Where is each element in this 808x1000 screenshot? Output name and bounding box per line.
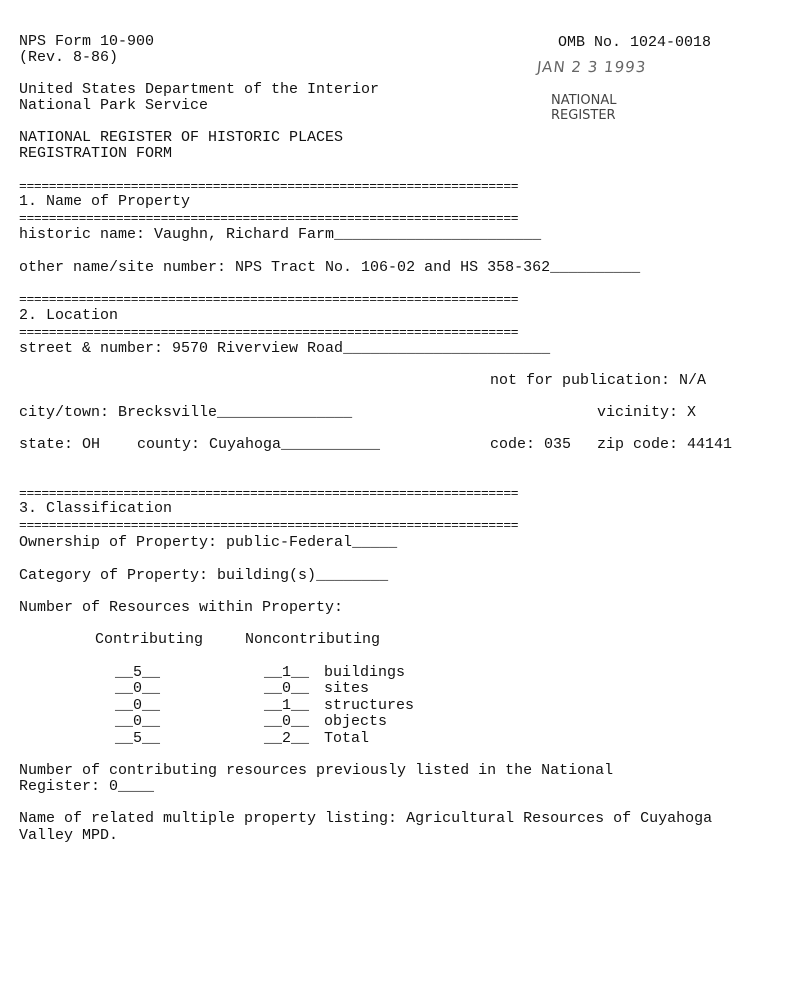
zip-code-field: zip code: 44141 (597, 436, 733, 453)
blank-line: _______________________ (343, 340, 551, 357)
category-value: Category of Property: building(s) (19, 567, 317, 584)
contributing-count-total: __5__ (115, 730, 161, 747)
received-date-stamp: JAN 2 3 1993 (536, 58, 648, 76)
street-field (19, 340, 550, 357)
blank-line: ________ (316, 567, 389, 584)
vicinity-field: vicinity: X (597, 404, 697, 421)
contributing-count-structures: __0__ (115, 697, 161, 714)
separator-line: =================================================================== (19, 521, 519, 531)
ownership-value: Ownership of Property: public-Federal (19, 534, 353, 551)
other-name-value: other name/site number: NPS Tract No. 106-02 and HS 358-362 (19, 259, 551, 276)
blank-line: ____ (118, 778, 155, 795)
related-listing-line-2: Valley MPD. (19, 827, 119, 844)
stamp-line-2: REGISTER (551, 108, 616, 123)
stamp-line-1: NATIONAL (551, 93, 617, 108)
section-3-heading: 3. Classification (19, 500, 173, 517)
street-value: street & number: 9570 Riverview Road (19, 340, 344, 357)
city-field (19, 404, 352, 421)
form-title-line-2: REGISTRATION FORM (19, 145, 173, 162)
contributing-count-objects: __0__ (115, 713, 161, 730)
noncontributing-column-header: Noncontributing (245, 631, 381, 648)
blank-line: _______________________ (334, 226, 542, 243)
previously-listed-line-2 (19, 778, 154, 795)
separator-line: =================================================================== (19, 182, 519, 192)
not-for-publication: not for publication: N/A (490, 372, 707, 389)
noncontributing-count-sites: __0__ (264, 680, 310, 697)
form-revision: (Rev. 8-86) (19, 49, 119, 66)
blank-line: _______________ (217, 404, 353, 421)
noncontributing-count-objects: __0__ (264, 713, 310, 730)
section-1-heading: 1. Name of Property (19, 193, 191, 210)
category-field (19, 567, 388, 584)
previously-listed-line-1: Number of contributing resources previously listed in the National (19, 762, 614, 779)
form-number: NPS Form 10-900 (19, 33, 155, 50)
section-2-heading: 2. Location (19, 307, 119, 324)
historic-name-value: historic name: Vaughn, Richard Farm (19, 226, 335, 243)
county-field (137, 436, 380, 453)
separator-line: =================================================================== (19, 295, 519, 305)
separator-line: =================================================================== (19, 328, 519, 338)
resource-type-structures: structures (324, 697, 415, 714)
noncontributing-count-structures: __1__ (264, 697, 310, 714)
omb-number: OMB No. 1024-0018 (558, 34, 712, 51)
resources-label: Number of Resources within Property: (19, 599, 344, 616)
contributing-count-buildings: __5__ (115, 664, 161, 681)
separator-line: =================================================================== (19, 489, 519, 499)
related-listing-line-1: Name of related multiple property listing: Agricultural Resources of Cuyahoga (19, 810, 713, 827)
code-field: code: 035 (490, 436, 572, 453)
resource-type-sites: sites (324, 680, 370, 697)
blank-line: ___________ (281, 436, 381, 453)
other-name-field (19, 259, 640, 276)
historic-name-field (19, 226, 541, 243)
contributing-column-header: Contributing (95, 631, 204, 648)
previously-listed-value: Register: 0 (19, 778, 119, 795)
city-value: city/town: Brecksville (19, 404, 218, 421)
resource-type-total: Total (324, 730, 370, 747)
resource-type-objects: objects (324, 713, 388, 730)
noncontributing-count-total: __2__ (264, 730, 310, 747)
resource-type-buildings: buildings (324, 664, 406, 681)
ownership-field (19, 534, 397, 551)
blank-line: __________ (550, 259, 641, 276)
county-value: county: Cuyahoga (137, 436, 282, 453)
national-register-stamp (551, 93, 616, 123)
state-field: state: OH (19, 436, 101, 453)
service-name: National Park Service (19, 97, 209, 114)
noncontributing-count-buildings: __1__ (264, 664, 310, 681)
department-name: United States Department of the Interior (19, 81, 380, 98)
contributing-count-sites: __0__ (115, 680, 161, 697)
form-title-line-1: NATIONAL REGISTER OF HISTORIC PLACES (19, 129, 344, 146)
separator-line: =================================================================== (19, 214, 519, 224)
blank-line: _____ (352, 534, 398, 551)
